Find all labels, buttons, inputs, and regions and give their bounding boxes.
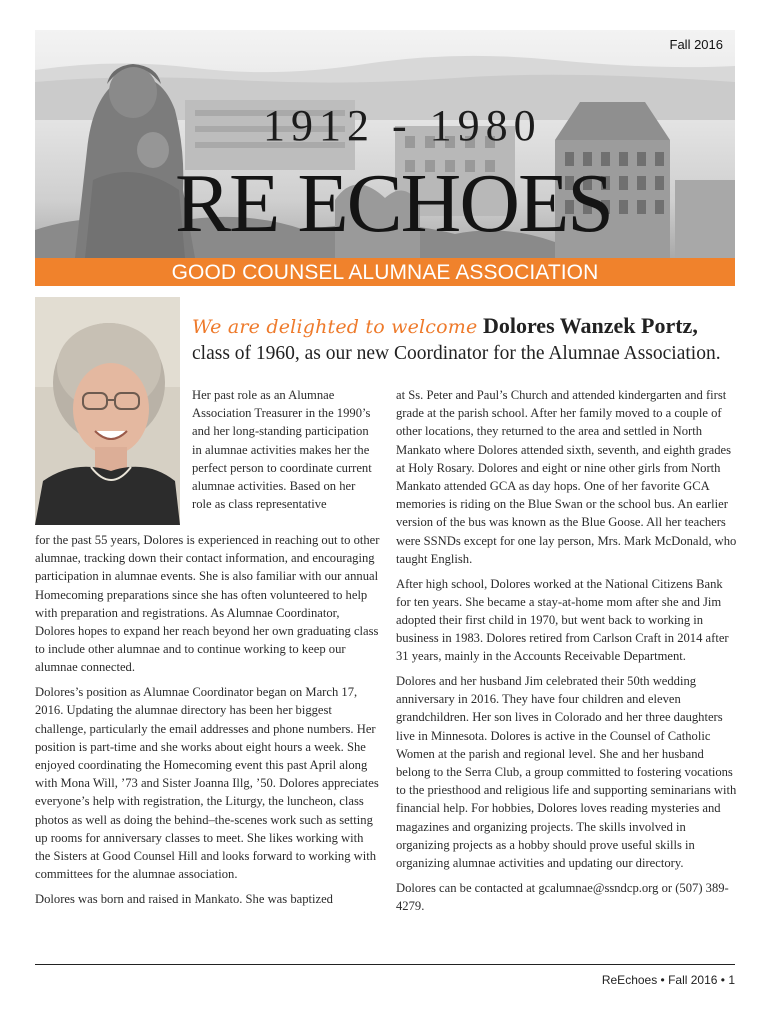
issue-season: Fall 2016 bbox=[669, 37, 723, 52]
article-right-column bbox=[396, 386, 738, 922]
masthead-photo bbox=[35, 30, 735, 258]
article-intro-paragraph: Her past role as an Alumnae Association Treasurer in the 1990’s and her long-standing participation in alumnae activities makes her the perfect person to coordinate current alumnae activities. Based on her role as class representative bbox=[192, 388, 372, 512]
article-paragraph: Dolores and her husband Jim celebrated their 50th wedding anniversary in 2016. They have four children and eleven grandchildren. Her son lives in Colorado and her three daughters live in Minnesota. Dolores is active in the Counsel of Catholic Women at the parish and regional level. She and her husband belong to the Serra Club, a group committed to fostering vocations to the priesthood and religious life and supporting seminarians with financial help. For hobbies, Dolores loves reading mysteries and magazines and organizing projects. The skills involved in organizing projects as a hobby should prove useful skills in organizing alumnae activities and updating our directory. bbox=[396, 674, 737, 871]
article-left-column bbox=[35, 531, 380, 915]
article-paragraph: for the past 55 years, Dolores is experienced in reaching out to other alumnae, tracking down their contact information, and encouraging participation in alumnae events. She is also familiar with our annual Homecoming preparations since she has often volunteered to help with preparation and registrations. As Alumnae Coordinator, Dolores hopes to expand her reach beyond her own graduating class to include other alumnae and to continue working to keep our alumnae connected. bbox=[35, 533, 380, 675]
headline-line-1 bbox=[192, 313, 698, 339]
footer-rule bbox=[35, 964, 735, 965]
masthead-title: RE ECHOES bbox=[175, 157, 613, 250]
article-paragraph: After high school, Dolores worked at the National Citizens Bank for ten years. She became a stay-at-home mom after she and Jim adopted their first child in 1970, but went back to working in business in 1983. Dolores retired from Carlson Craft in 2014 after 31 years, mainly in the Accounts Receivable Department. bbox=[396, 576, 729, 664]
dolores-portrait-photo bbox=[35, 297, 180, 525]
page-footer: ReEchoes • Fall 2016 • 1 bbox=[601, 973, 735, 987]
article-paragraph: Dolores’s position as Alumnae Coordinator began on March 17, 2016. Updating the alumnae directory has been her biggest challenge, particularly the email addresses and phone numbers. Her position is part-time and she works about eight hours a week. She enjoyed coordinating the Homecoming event this past April along with Mona Will, ’73 and Sister Joanna Illg, ’50. Dolores appreciates everyone’s help with registration, the Liturgy, the luncheon, class photos as well as doing the behind–the-scenes work such as setting up rooms for anniversary classes to meet. She likes working with the Sisters at Good Counsel Hill and looks forward to working with committees for the alumnae association. bbox=[35, 685, 379, 882]
article-paragraph: at Ss. Peter and Paul’s Church and attended kindergarten and first grade at the parish school. After her family moved to a couple of other locations, they returned to the area and settled in North Mankato where Dolores attended sixth, seventh, and eighth grades at Holy Rosary. Dolores and eight or nine other girls from North Mankato attended GCA as day hops. One of her favorite GCA memories is riding on the Blue Swan or the school bus. An earlier version of the bus was known as the Blue Goose. All her teachers were SSNDs except for one lay person, Mrs. Mark McDonald, who taught English. bbox=[396, 388, 737, 566]
honoree-name: Dolores Wanzek Portz, bbox=[482, 313, 698, 338]
portrait-illustration bbox=[35, 297, 180, 525]
masthead-years: 1912 - 1980 bbox=[263, 101, 542, 150]
article-intro-column bbox=[192, 386, 378, 520]
welcome-script: We are delighted to welcome bbox=[192, 316, 478, 338]
association-banner: GOOD COUNSEL ALUMNAE ASSOCIATION bbox=[35, 258, 735, 286]
contact-paragraph: Dolores can be contacted at gcalumnae@ssndcp.org or (507) 389-4279. bbox=[396, 880, 729, 913]
headline-line-2: class of 1960, as our new Coordinator for the Alumnae Association. bbox=[192, 343, 721, 364]
article-paragraph: Dolores was born and raised in Mankato. She was baptized bbox=[35, 891, 333, 906]
